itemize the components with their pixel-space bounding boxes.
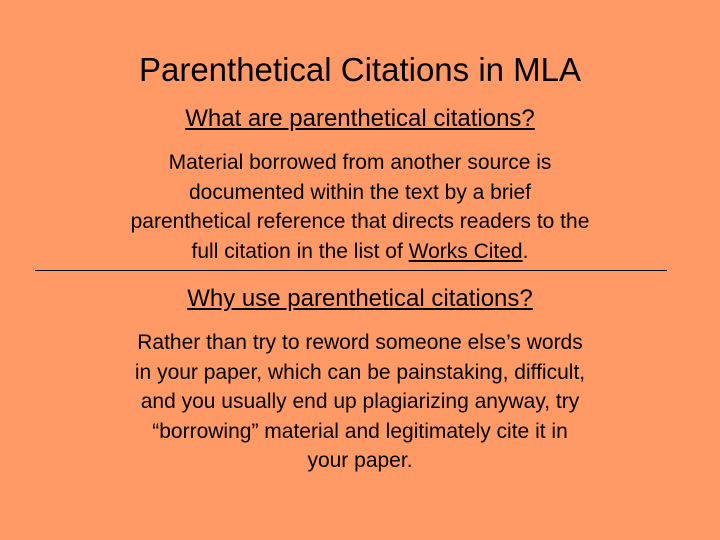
paragraph-line: Rather than try to reword someone else’s words xyxy=(137,331,583,354)
paragraph-text: full citation in the list of xyxy=(191,239,409,263)
section-paragraph-why xyxy=(40,328,680,476)
section-divider xyxy=(35,270,667,271)
paragraph-line: your paper. xyxy=(307,449,413,472)
section-heading-what: What are parenthetical citations? xyxy=(185,105,535,132)
paragraph-line: parenthetical reference that directs readers to the xyxy=(130,210,590,233)
paragraph-line-last xyxy=(40,237,680,267)
paragraph-line: Material borrowed from another source is xyxy=(168,151,552,174)
paragraph-period: . xyxy=(522,239,529,263)
paragraph-line: documented within the text by a brief xyxy=(188,180,532,204)
works-cited-text: Works Cited xyxy=(408,239,523,263)
section-heading-why: Why use parenthetical citations? xyxy=(187,285,533,312)
section-paragraph-what xyxy=(40,148,680,266)
paragraph-line: in your paper, which can be painstaking, difficult, xyxy=(134,360,586,384)
slide-title: Parenthetical Citations in MLA xyxy=(138,51,582,88)
paragraph-line: and you usually end up plagiarizing anyway, try xyxy=(140,390,580,413)
paragraph-line: “borrowing” material and legitimately cite it in xyxy=(152,419,568,443)
